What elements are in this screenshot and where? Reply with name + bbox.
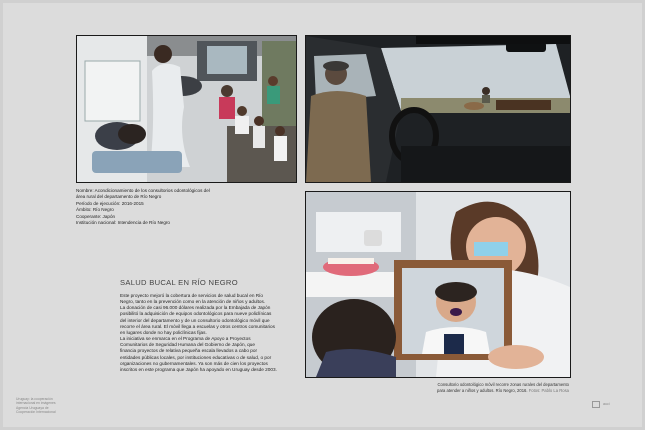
photo-caption-text: para atender a niños y adultos. Río Negro, 2016. [436, 387, 528, 393]
footer-publication [16, 397, 56, 414]
footer-line: internacional en imágenes [16, 401, 56, 406]
footer-line: Agencia Uruguaya de [16, 405, 49, 410]
project-caption [76, 188, 276, 226]
photo-van [305, 35, 571, 183]
body-line: financia proyectos de relativa pequeña escala llevados a cabo por [120, 348, 258, 354]
emblem-icon [592, 401, 600, 408]
photo-caption-line [409, 388, 569, 394]
photo-dentist [305, 191, 571, 378]
caption-line: Ámbito: Río Negro [76, 207, 114, 213]
section-title: SALUD BUCAL EN RÍO NEGRO [120, 278, 238, 287]
body-line: posibilitó la adquisición de equipos odontológicos para nueve policlínicas [120, 311, 272, 317]
body-line: Comunitarios de Seguridad Humana del Gobierno de Japón, que [120, 342, 255, 348]
body-line: en lugares donde no hay policlínicas fijas. [120, 329, 207, 335]
body-line: Este proyecto mejoró la cobertura de servicios de salud bucal en Río [120, 293, 264, 298]
footer-logos [592, 400, 610, 408]
photo-credit: Fotos: Pablo La Rosa [528, 387, 569, 393]
body-line: La donación de casi 96.000 dólares realizada por la Embajada de Japón [120, 305, 271, 311]
van-image [306, 36, 570, 182]
body-line: entidades públicas locales, por instituciones educativas o de salud, o por [120, 354, 272, 360]
ambulance-image [77, 36, 296, 182]
body-line: La iniciativa se enmarca en el Programa de Apoyo a Proyectos [120, 336, 251, 342]
caption-line: Institución nacional: Intendencia de Río Negro [76, 220, 170, 226]
section-body [120, 293, 298, 373]
caption-line: área rural del departamento de Río Negro [76, 194, 162, 200]
footer-line: Cooperación Internacional [16, 409, 56, 414]
body-line: recorre el área rural. El móvil llega a escuelas y otros centros comunitarios [120, 323, 276, 329]
agency-logo-text: auci [603, 402, 610, 406]
caption-line: Cooperante: Japón [76, 213, 116, 219]
dentist-image [306, 192, 570, 377]
body-line: inscritos en este programa que Japón ha apoyado en Uruguay desde 2003. [120, 366, 277, 372]
body-line: del interior del departamento y de un consultorio odontológico móvil que [120, 317, 270, 323]
photo-ambulance [76, 35, 297, 183]
caption-line: Período de ejecución: 2016-2015 [76, 200, 144, 206]
footer-line: Uruguay: la cooperación [16, 397, 53, 401]
photo-caption-line: Consultorio odontológico móvil recorre zonas rurales del departamento [437, 382, 569, 387]
body-line: organizaciones no gubernamentales. Ya son más de cien los proyectos [120, 360, 268, 366]
photo-caption [409, 382, 569, 393]
caption-line: Nombre: Acondicionamiento de los consultorios odontológicos del [76, 188, 210, 193]
body-line: Negro, tanto en la prevención como en la atención de niños y adultos. [120, 299, 266, 305]
